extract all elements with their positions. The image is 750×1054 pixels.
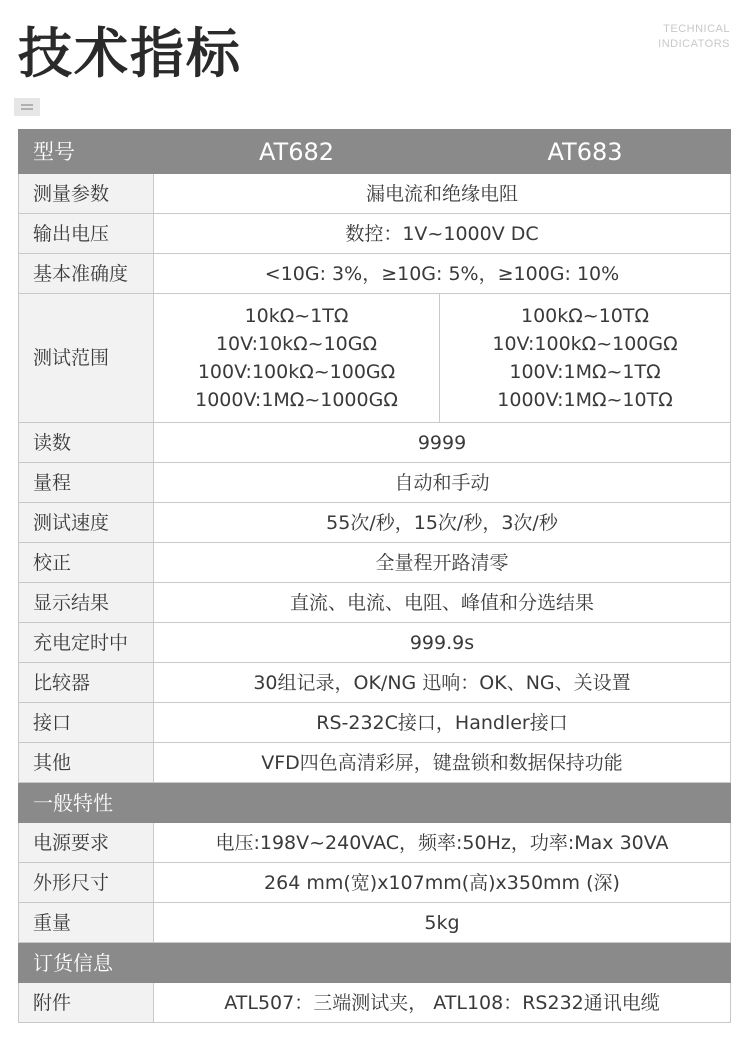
range-line: 10V:100kΩ~100GΩ <box>492 333 678 355</box>
range-line: 100V:100kΩ~100GΩ <box>197 361 396 383</box>
range-line: 100kΩ~10TΩ <box>520 305 649 327</box>
row-label: 校正 <box>19 543 154 583</box>
section-title: 一般特性 <box>19 783 731 823</box>
row-value: VFD四色高清彩屏，键盘锁和数据保持功能 <box>154 743 731 783</box>
menu-lines-icon <box>14 98 40 116</box>
spec-table <box>18 129 731 1023</box>
row-label: 测量参数 <box>19 174 154 214</box>
row-label: 附件 <box>19 983 154 1023</box>
table-header-row <box>19 130 731 174</box>
table-row <box>19 174 731 214</box>
row-label: 测试范围 <box>19 294 154 423</box>
table-row <box>19 703 731 743</box>
row-value: ATL507：三端测试夹， ATL108：RS232通讯电缆 <box>154 983 731 1023</box>
table-row <box>19 214 731 254</box>
table-row <box>19 254 731 294</box>
section-header-general <box>19 783 731 823</box>
range-line: 100V:1MΩ~1TΩ <box>509 361 661 383</box>
table-row <box>19 903 731 943</box>
range-line: 1000V:1MΩ~10TΩ <box>497 389 673 411</box>
model-a-header: AT682 <box>154 130 440 174</box>
row-label: 测试速度 <box>19 503 154 543</box>
table-row <box>19 823 731 863</box>
row-label: 比较器 <box>19 663 154 703</box>
model-b-header: AT683 <box>440 130 731 174</box>
row-value: 直流、电流、电阻、峰值和分选结果 <box>154 583 731 623</box>
range-line: 1000V:1MΩ~1000GΩ <box>195 389 398 411</box>
range-line: 10V:10kΩ~10GΩ <box>215 333 378 355</box>
table-row <box>19 423 731 463</box>
row-value: 自动和手动 <box>154 463 731 503</box>
range-model-a <box>154 294 440 423</box>
range-model-b <box>440 294 731 423</box>
row-value: RS-232C接口，Handler接口 <box>154 703 731 743</box>
table-row-test-range <box>19 294 731 423</box>
table-row <box>19 503 731 543</box>
row-label: 其他 <box>19 743 154 783</box>
row-label: 基本准确度 <box>19 254 154 294</box>
subtitle-line: INDICATORS <box>658 38 730 50</box>
row-value: 30组记录，OK/NG 迅响：OK、NG、关设置 <box>154 663 731 703</box>
row-label: 外形尺寸 <box>19 863 154 903</box>
row-value: 数控：1V~1000V DC <box>154 214 731 254</box>
table-row <box>19 583 731 623</box>
row-value: 5kg <box>154 903 731 943</box>
section-title: 订货信息 <box>19 943 731 983</box>
row-label: 输出电压 <box>19 214 154 254</box>
page-title: 技术指标 <box>18 22 242 85</box>
row-label: 电源要求 <box>19 823 154 863</box>
table-row <box>19 863 731 903</box>
subtitle-line: TECHNICAL <box>663 23 730 35</box>
table-row <box>19 543 731 583</box>
table-row <box>19 743 731 783</box>
row-label: 显示结果 <box>19 583 154 623</box>
row-label: 接口 <box>19 703 154 743</box>
row-value: 264 mm(宽)x107mm(高)x350mm (深) <box>154 863 731 903</box>
row-value: 9999 <box>154 423 731 463</box>
page-subtitle <box>658 22 730 52</box>
row-value: 999.9s <box>154 623 731 663</box>
table-row <box>19 983 731 1023</box>
row-value: 漏电流和绝缘电阻 <box>154 174 731 214</box>
header-label: 型号 <box>19 130 154 174</box>
table-row <box>19 623 731 663</box>
section-header-order <box>19 943 731 983</box>
row-label: 量程 <box>19 463 154 503</box>
table-row <box>19 663 731 703</box>
row-value: 55次/秒，15次/秒，3次/秒 <box>154 503 731 543</box>
table-row <box>19 463 731 503</box>
row-label: 充电定时中 <box>19 623 154 663</box>
row-label: 重量 <box>19 903 154 943</box>
range-line: 10kΩ~1TΩ <box>244 305 349 327</box>
row-value: 全量程开路清零 <box>154 543 731 583</box>
row-value: <10G: 3%，≥10G: 5%，≥100G: 10% <box>154 254 731 294</box>
row-value: 电压:198V~240VAC，频率:50Hz，功率:Max 30VA <box>154 823 731 863</box>
row-label: 读数 <box>19 423 154 463</box>
